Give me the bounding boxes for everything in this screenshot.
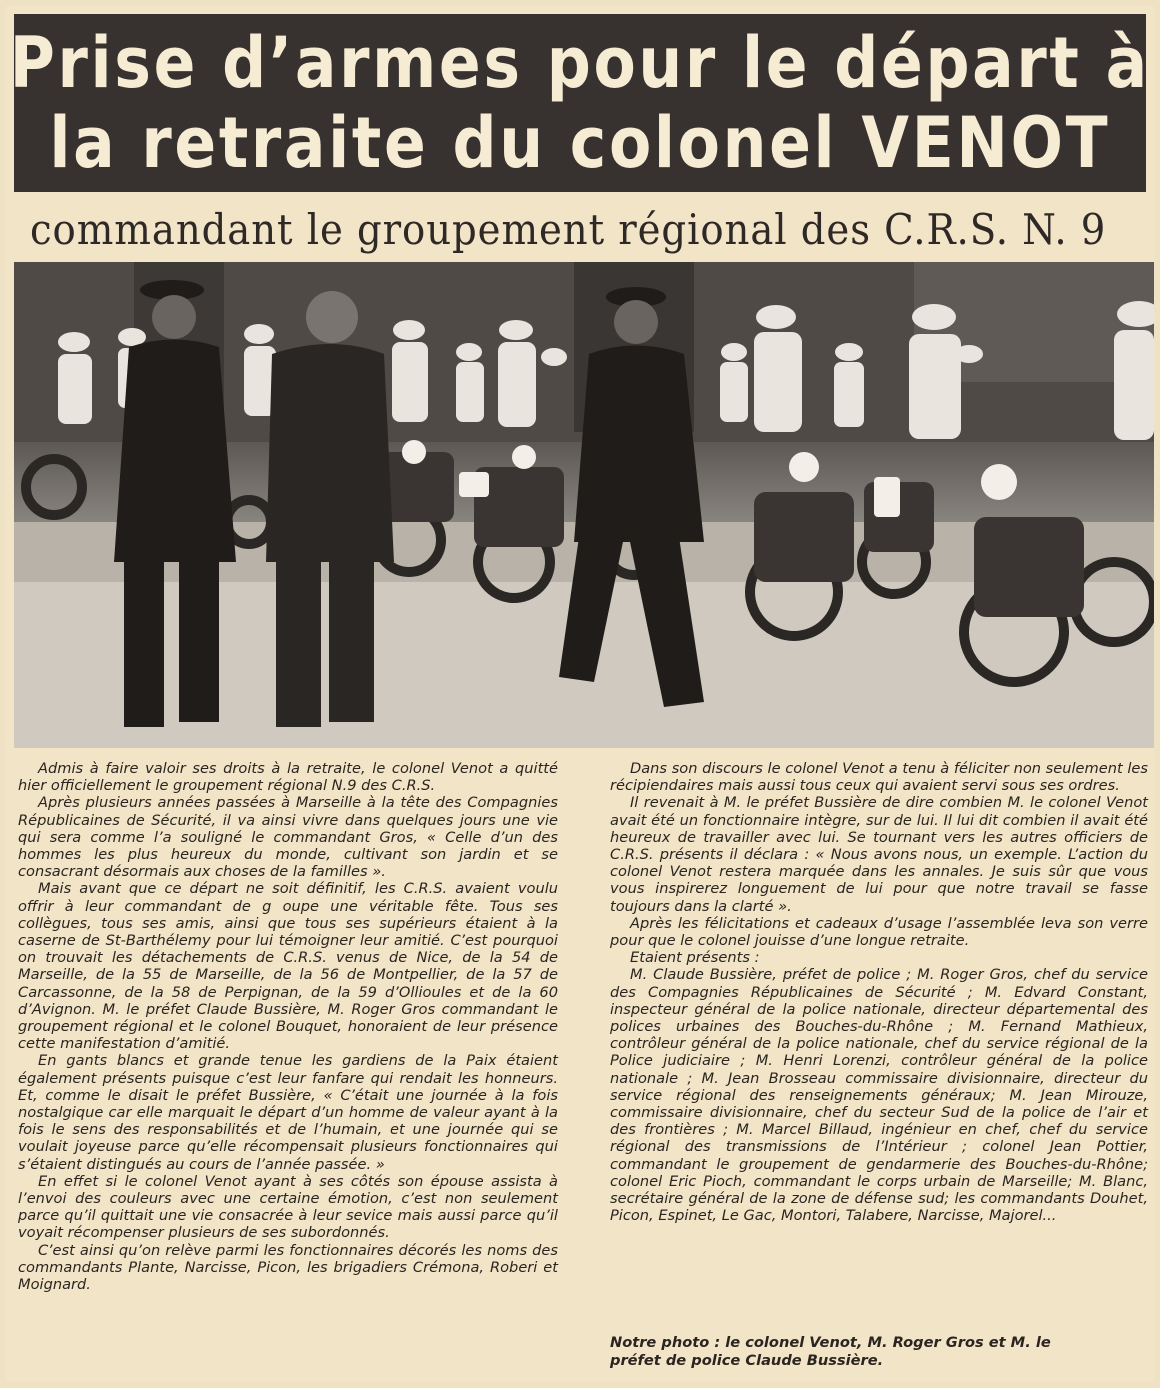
paragraph: Dans son discours le colonel Venot a tenu à féliciter non seulement les récipiendaires mais aussi tous ceux qui avaient servi sous ses ordres. bbox=[610, 760, 1148, 795]
paragraph: Après les félicitations et cadeaux d’usage l’assemblée leva son verre pour que le colonel jouisse d’une longue retraite. bbox=[610, 914, 1148, 950]
article-right-column bbox=[610, 760, 1148, 1224]
paragraph: En gants blancs et grande tenue les gardiens de la Paix étaient également présents puisque c’est leur fanfare qui rendait les honneurs. Et, comme le disait le préfet Bussière, « C’était une journée à la fois nostalgique car elle marquait le départ d’un homme de valeur ayant à la fois le sens des responsabilités et de l’humain, et une journée qui se voulait joyeuse parce qu’elle récompensait plusieurs fonctionnaires qui s’étaient distingués au cours de l’année passée. » bbox=[18, 1052, 558, 1173]
paragraph: M. Claude Bussière, préfet de police ; M. Roger Gros, chef du service des Compagnies Républicaines de Sécurité ; M. Edvard Constant, inspecteur général de la police nationale, directeur départemental des polices urbaines des Bouches-du-Rhône ; M. Fernand Mathieux, contrôleur général de la police nationale, chef du service régional de la Police judiciaire ; M. Henri Lorenzi, contrôleur général de la police nationale ; M. Jean Brosseau commissaire divisionnaire, directeur du service régional des renseignements généraux; M. Jean Mirouze, commissaire divisionnaire, chef du secteur Sud de la police de l’air et des frontières ; M. Marcel Billaud, ingénieur en chef, chef du service régional des transmissions de l’Intérieur ; colonel Jean Pottier, commandant le groupement de gendarmerie des Bouches-du-Rhône; colonel Eric Pioch, commandant le corps urbain de Marseille; M. Blanc, secrétaire général de la zone de défense sud; les commandants Douhet, Picon, Espinet, Le Gac, Montori, Talabere, Narcisse, Majorel... bbox=[610, 966, 1148, 1225]
paragraph: En effet si le colonel Venot ayant à ses côtés son épouse assista à l’envoi des couleurs avec une certaine émotion, c’est non seulement parce qu’il quittait une vie consacrée à leur sevice mais aussi parce qu’il voyait récompenser plusieurs de ses subordonnés. bbox=[18, 1172, 558, 1242]
headline-line-2: la retraite du colonel VENOT bbox=[49, 102, 1111, 184]
caption-line-2: préfet de police Claude Bussière. bbox=[610, 1352, 884, 1369]
paragraph: C’est ainsi qu’on relève parmi les fonctionnaires décorés les noms des commandants Plante, Narcisse, Picon, les brigadiers Crémona, Roberi et Moignard. bbox=[18, 1241, 558, 1294]
headline-line-1: Prise d’armes pour le départ à bbox=[9, 22, 1151, 104]
article-left-column bbox=[18, 760, 558, 1293]
paragraph: Il revenait à M. le préfet Bussière de dire combien M. le colonel Venot avait été un fonctionnaire intègre, sur de lui. Il lui dit combien il avait été heureux de travailler avec lui. Se tournant vers les autres officiers de C.R.S. présents il déclara : « Nous avons nous, un exemple. L’action du colonel Venot restera marquée dans les annales. Je suis sûr que vous vous inspirerez longuement de lui pour que notre travail se fasse toujours dans la clarté ». bbox=[610, 794, 1148, 915]
photo-caption bbox=[610, 1334, 1148, 1370]
paragraph: Après plusieurs années passées à Marseille à la tête des Compagnies Républicaines de Sécurité, il va ainsi vivre dans quelques jours une vie qui sera comme l’a souligné le commandant Gros, « Celle d’un des hommes les plus heureux du monde, cultivant son jardin et se consacrant désormais aux choses de la familles ». bbox=[18, 794, 558, 881]
paragraph: Etaient présents : bbox=[630, 949, 760, 967]
paragraph: Mais avant que ce départ ne soit définitif, les C.R.S. avaient voulu offrir à leur commandant de g oupe une véritable fête. Tous ses collègues, tous ses amis, ainsi que tous ses supérieurs étaient à la caserne de St-Barthélemy pour lui témoigner leur amitié. C’est pourquoi on trouvait les détachements de C.R.S. venus de Nice, de la 54 de Marseille, de la 55 de Marseille, de la 56 de Montpellier, de la 57 de Carcassonne, de la 58 de Perpignan, de la 59 d’Ollioules et de la 60 d’Avignon. M. le préfet Claude Bussière, M. Roger Gros commandant le groupement régional et le colonel Bouquet, honoraient de leur présence cette manifestation d’amitié. bbox=[18, 880, 558, 1053]
caption-line-1: Notre photo : le colonel Venot, M. Roger Gros et M. le bbox=[610, 1334, 1051, 1351]
headline-banner bbox=[9, 14, 1151, 192]
photo-illustration bbox=[14, 262, 1154, 748]
paragraph: Admis à faire valoir ses droits à la retraite, le colonel Venot a quitté hier officiellement le groupement régional N.9 des C.R.S. bbox=[18, 760, 558, 795]
subheadline: commandant le groupement régional des C.R.S. N. 9 bbox=[30, 205, 1107, 254]
article-photo bbox=[14, 262, 1154, 748]
